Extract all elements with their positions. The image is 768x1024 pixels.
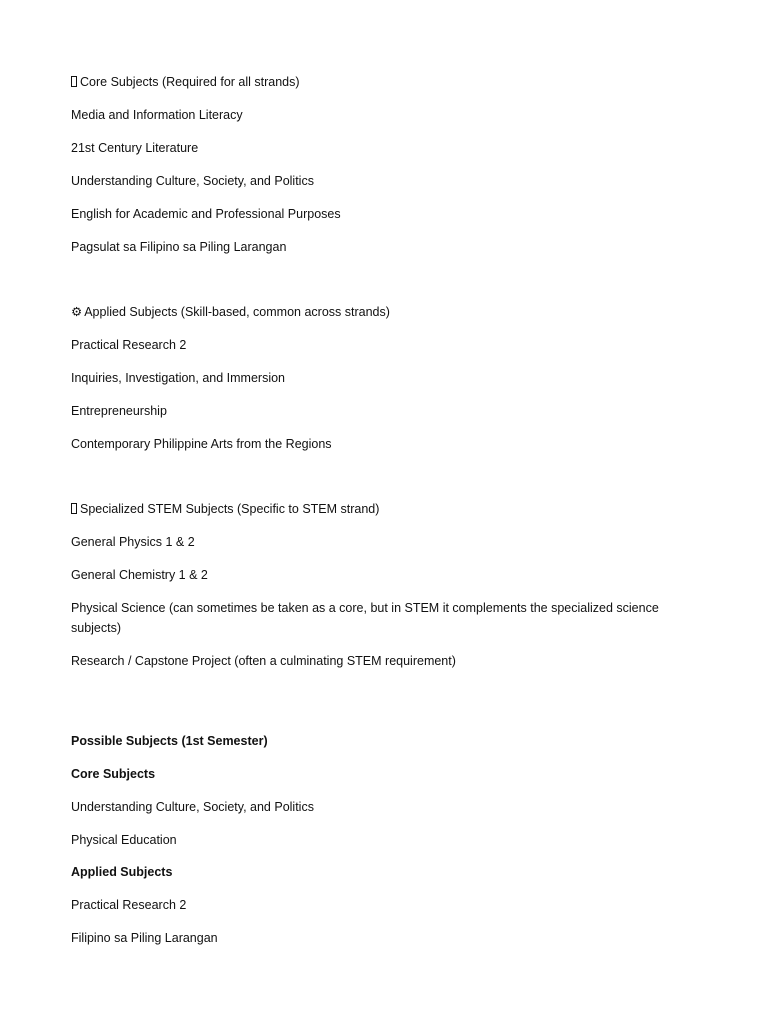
list-item: Physical Science (can sometimes be taken as a core, but in STEM it complements the specialized science subjects): [71, 601, 659, 635]
stem-subjects-heading-text: Specialized STEM Subjects (Specific to STEM strand): [80, 502, 380, 516]
list-item: Media and Information Literacy: [71, 108, 243, 122]
list-item: Inquiries, Investigation, and Immersion: [71, 371, 285, 385]
list-item: Entrepreneurship: [71, 404, 167, 418]
possible-applied-heading: Applied Subjects: [71, 865, 173, 879]
list-item: 21st Century Literature: [71, 141, 199, 155]
list-item: Pagsulat sa Filipino sa Piling Larangan: [71, 240, 287, 254]
list-item: Practical Research 2: [71, 338, 187, 352]
list-item: Understanding Culture, Society, and Politics: [71, 800, 314, 814]
list-item: Understanding Culture, Society, and Politics: [71, 174, 314, 188]
list-item: General Physics 1 & 2: [71, 535, 195, 549]
list-item: Research / Capstone Project (often a culminating STEM requirement): [71, 654, 456, 668]
applied-subjects-heading: [71, 302, 681, 322]
list-item: English for Academic and Professional Purposes: [71, 207, 341, 221]
list-item: Practical Research 2: [71, 898, 187, 912]
core-subjects-heading: [71, 72, 681, 92]
possible-subjects-title: Possible Subjects (1st Semester): [71, 734, 268, 748]
possible-core-heading: Core Subjects: [71, 767, 156, 781]
list-item: Filipino sa Piling Larangan: [71, 931, 218, 945]
gear-icon: ⚙: [71, 305, 83, 319]
stem-subjects-heading: [71, 499, 681, 519]
box-icon: [71, 76, 77, 87]
core-subjects-heading-text: Core Subjects (Required for all strands): [80, 75, 300, 89]
list-item: General Chemistry 1 & 2: [71, 568, 208, 582]
list-item: Physical Education: [71, 833, 177, 847]
applied-subjects-heading-text: Applied Subjects (Skill-based, common across strands): [84, 305, 390, 319]
list-item: Contemporary Philippine Arts from the Regions: [71, 437, 332, 451]
box-icon: [71, 503, 77, 514]
